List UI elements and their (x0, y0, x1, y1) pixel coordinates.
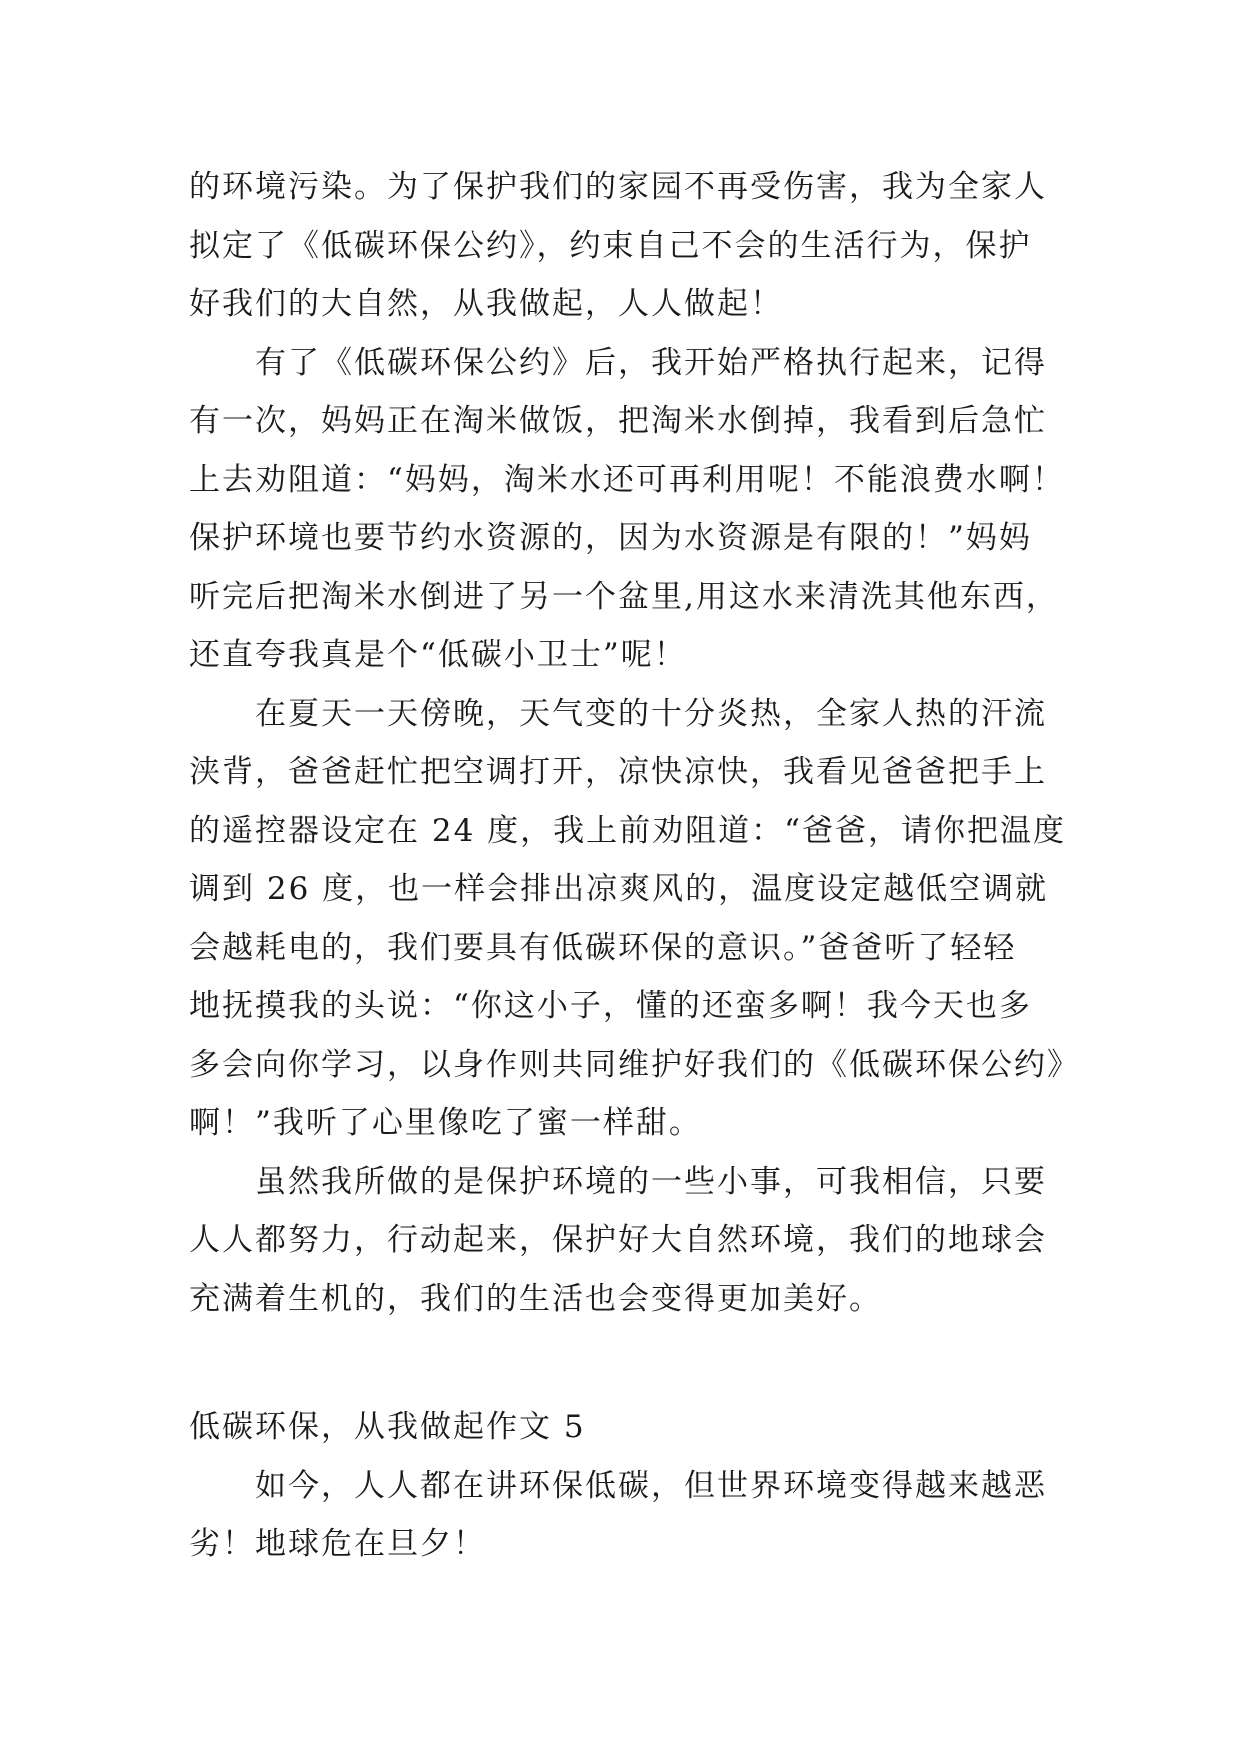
paragraph (189, 334, 1069, 685)
paragraph (189, 158, 1069, 334)
text-line: 有一次，妈妈正在淘米做饭，把淘米水倒掉，我看到后急忙 (189, 403, 1047, 439)
text-line: 的遥控器设定在 24 度，我上前劝阻道：“爸爸，请你把温度 (189, 812, 1066, 849)
text-line: 地抚摸我的头说：“你这小子，懂的还蛮多啊！我今天也多 (189, 988, 1032, 1024)
text-line: 拟定了《低碳环保公约》，约束自己不会的生活行为，保护 (189, 227, 1032, 264)
text-line: 在夏天一天傍晚，天气变的十分炎热，全家人热的汗流 (255, 695, 1047, 732)
text-line: 调到 26 度，也一样会排出凉爽风的，温度设定越低空调就 (189, 871, 1049, 907)
paragraph (189, 685, 1080, 1153)
document-body (189, 158, 1080, 1574)
text-line: 多会向你学习，以身作则共同维护好我们的《低碳环保公约》 (189, 1046, 1080, 1083)
text-line: 人人都努力，行动起来，保护好大自然环境，我们的地球会 (189, 1222, 1047, 1258)
section-heading: 低碳环保，从我做起作文 5 (189, 1409, 586, 1445)
text-line: 上去劝阻道：“妈妈，淘米水还可再利用呢！不能浪费水啊！ (189, 461, 1065, 498)
text-line: 的环境污染。为了保护我们的家园不再受伤害，我为全家人 (189, 169, 1047, 205)
text-line: 听完后把淘米水倒进了另一个盆里,用这水来清洗其他东西， (189, 578, 1059, 615)
text-line: 啊！”我听了心里像吃了蜜一样甜。 (189, 1105, 702, 1141)
text-line: 好我们的大自然，从我做起，人人做起！ (189, 286, 783, 322)
text-line: 还直夸我真是个“低碳小卫士”呢！ (189, 637, 687, 673)
text-line: 虽然我所做的是保护环境的一些小事，可我相信，只要 (255, 1163, 1047, 1200)
paragraph (189, 1457, 1069, 1574)
text-line: 充满着生机的，我们的生活也会变得更加美好。 (189, 1280, 882, 1317)
text-line: 保护环境也要节约水资源的，因为水资源是有限的！”妈妈 (189, 520, 1032, 556)
text-line: 如今，人人都在讲环保低碳，但世界环境变得越来越恶 (255, 1467, 1047, 1504)
text-line: 浃背，爸爸赶忙把空调打开，凉快凉快，我看见爸爸把手上 (189, 754, 1047, 790)
paragraph (189, 1153, 1069, 1329)
text-line: 劣！地球危在旦夕！ (189, 1526, 486, 1562)
text-line: 有了《低碳环保公约》后，我开始严格执行起来，记得 (255, 344, 1047, 381)
text-line: 会越耗电的，我们要具有低碳环保的意识。”爸爸听了轻轻 (189, 929, 1017, 966)
